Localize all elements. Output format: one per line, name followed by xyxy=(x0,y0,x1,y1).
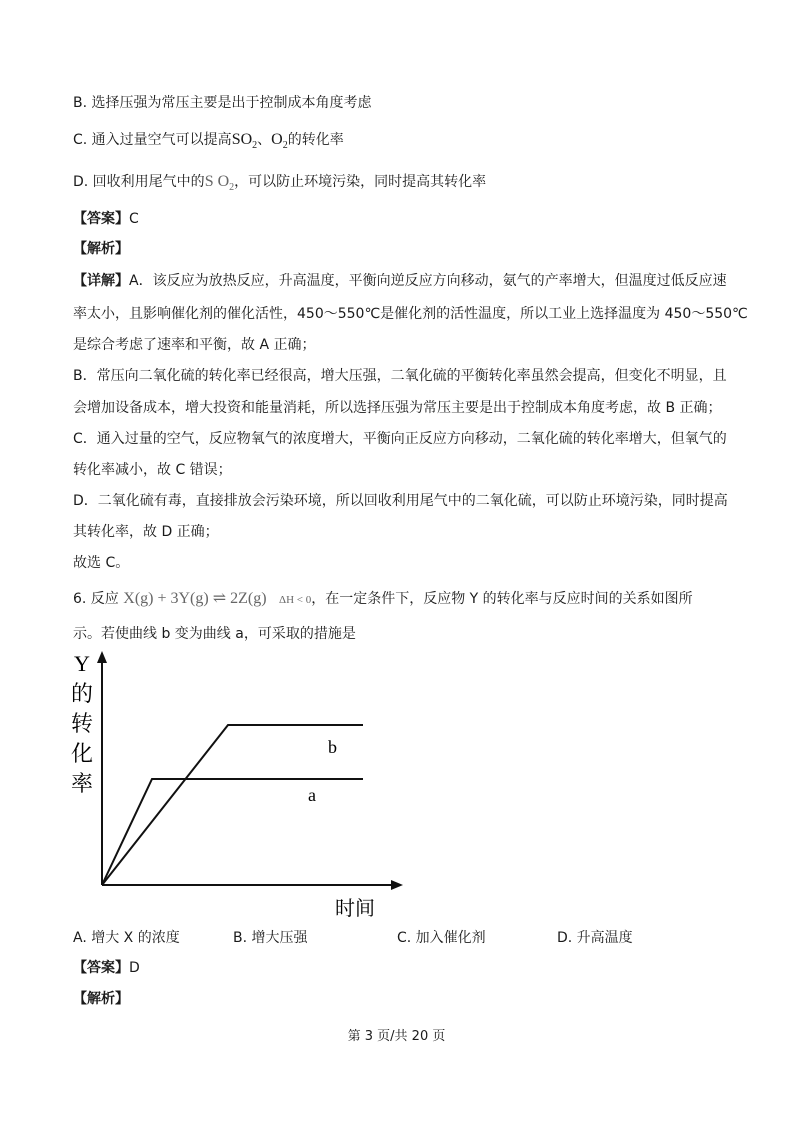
x-axis-label: 时间 xyxy=(335,898,375,920)
curve-a xyxy=(102,779,363,885)
answer2-value: D xyxy=(129,960,140,976)
choice-a[interactable]: A. 增大 X 的浓度 xyxy=(73,930,180,946)
answer-line xyxy=(73,209,139,229)
option-d-line: D. 回收利用尾气中的S $O_2$，可以防止环境污染，同时提高其转化率 xyxy=(73,173,487,194)
option-b-text: B. 选择压强为常压主要是出于控制成本角度考虑 xyxy=(73,95,372,111)
detail-a-line2: 率太小，且影响催化剂的催化活性，450～550℃是催化剂的活性温度，所以工业上选择温度为 450～550℃ xyxy=(73,306,748,322)
detail-label: 【详解】 xyxy=(73,273,129,289)
detail-d-line1: D．二氧化硫有毒，直接排放会污染环境，所以回收利用尾气中的二氧化硫，可以防止环境污染，同时提高 xyxy=(73,493,728,509)
detail-b-line1: B．常压向二氧化硫的转化率已经很高，增大压强，二氧化硫的平衡转化率虽然会提高，但变化不明显，且 xyxy=(73,368,727,384)
detail-c-line2: 转化率减小，故 C 错误； xyxy=(73,462,232,478)
y-axis-label-char: 率 xyxy=(70,771,94,796)
detail-c-line1: C．通入过量的空气，反应物氧气的浓度增大，平衡向正反应方向移动，二氧化硫的转化率增大，但氧气的 xyxy=(73,431,727,447)
y-axis-label-char: Y xyxy=(74,651,90,676)
y-axis-label-char: 化 xyxy=(70,741,94,766)
detail-a-line1: 【详解】A．该反应为放热反应，升高温度，平衡向逆反应方向移动，氨气的产率增大，但温度过低反应速 xyxy=(73,273,727,289)
detail-b-line2: 会增加设备成本，增大投资和能量消耗，所以选择压强为常压主要是出于控制成本角度考虑，故 B 正确； xyxy=(73,400,722,416)
curve-b-label: b xyxy=(328,737,337,757)
analysis-label: 【解析】 xyxy=(73,241,129,257)
curve-a-label: a xyxy=(308,785,316,805)
y-axis-arrow xyxy=(97,651,107,663)
choice-c[interactable]: C. 加入催化剂 xyxy=(397,930,486,946)
o2-formula: $O_2$ xyxy=(271,131,288,152)
y-axis-label-char: 的 xyxy=(70,681,94,706)
choice-d[interactable]: D. 升高温度 xyxy=(557,930,633,946)
answer-label: 【答案】 xyxy=(73,211,129,227)
so2-formula-d: S $O_2$ xyxy=(204,173,235,194)
conversion-time-graph xyxy=(60,645,420,930)
reaction-equation: X(g) + 3Y(g) ⇌ 2Z(g) xyxy=(123,590,267,607)
curve-b xyxy=(102,725,363,885)
so2-formula: $SO_2$ xyxy=(231,131,258,152)
option-c-text: C. 通入过量空气可以提高 xyxy=(73,132,232,148)
enthalpy-change: ΔH < 0 xyxy=(279,594,312,606)
detail-a-line3: 是综合考虑了速率和平衡，故 A 正确； xyxy=(73,337,316,353)
answer-value: C xyxy=(129,211,139,227)
question-number: 6. 反应 xyxy=(73,591,119,607)
answer2-line xyxy=(73,958,140,978)
analysis2-label: 【解析】 xyxy=(73,991,129,1007)
page-footer: 第 3 页/共 20 页 xyxy=(347,1029,446,1044)
question-6-line1: 6. 反应 X(g) + 3Y(g) ⇌ 2Z(g) ΔH < 0，在一定条件下，反应物 Y 的转化率与反应时间的关系如图所 xyxy=(73,590,693,607)
x-axis-arrow xyxy=(391,880,403,890)
y-axis-label-char: 转 xyxy=(70,711,94,736)
choice-b[interactable]: B. 增大压强 xyxy=(233,930,308,946)
answer2-label: 【答案】 xyxy=(73,960,129,976)
detail-d-line2: 其转化率，故 D 正确； xyxy=(73,524,219,540)
option-c-line: C. 通入过量空气可以提高$SO_2$、$O_2$的转化率 xyxy=(73,131,344,152)
question-6-line2: 示。若使曲线 b 变为曲线 a，可采取的措施是 xyxy=(73,626,356,642)
conclusion: 故选 C。 xyxy=(73,555,130,571)
